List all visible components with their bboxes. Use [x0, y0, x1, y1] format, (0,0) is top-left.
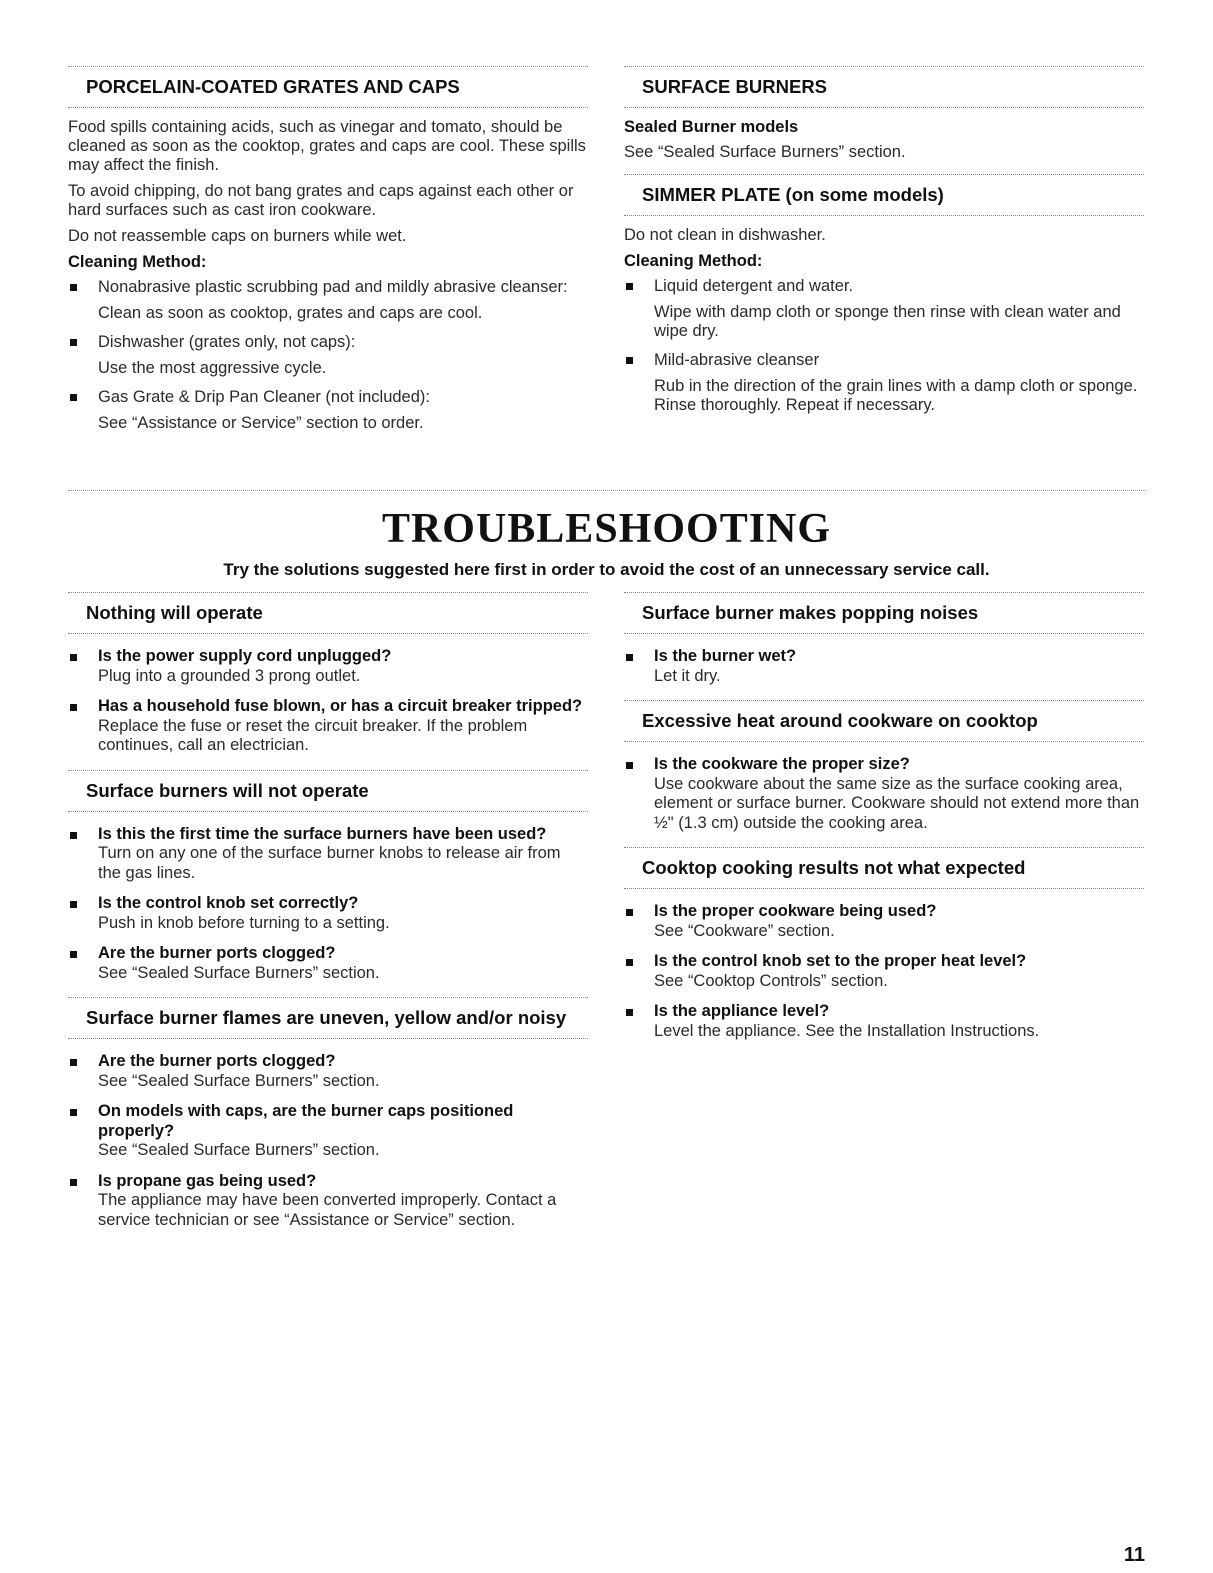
- list-item: [624, 952, 1144, 991]
- bullet-icon: [626, 959, 633, 966]
- list-item: [68, 1172, 588, 1231]
- item-label: Liquid detergent and water.: [654, 277, 854, 295]
- divider: [624, 888, 1144, 889]
- question: Is the cookware the proper size?: [654, 755, 910, 773]
- page-title: TROUBLESHOOTING: [381, 506, 832, 552]
- divider: [624, 700, 1144, 701]
- list-item: [624, 755, 1144, 833]
- list-item: [68, 1102, 588, 1161]
- answer: See “Cooktop Controls” section.: [654, 971, 888, 990]
- divider: [68, 633, 588, 634]
- answer: Plug into a grounded 3 prong outlet.: [98, 666, 361, 685]
- bullet-icon: [70, 951, 77, 958]
- bullet-icon: [70, 654, 77, 661]
- list-item: [68, 1052, 588, 1091]
- list-item: [68, 894, 588, 933]
- item-label: Dishwasher (grates only, not caps):: [98, 333, 356, 351]
- paragraph: To avoid chipping, do not bang grates and caps against each other or hard surfaces such as cast iron cookware.: [68, 182, 574, 219]
- bullet-icon: [70, 1059, 77, 1066]
- section-heading: Surface burners will not operate: [86, 779, 369, 801]
- divider: [624, 592, 1144, 593]
- divider: [68, 811, 588, 812]
- answer: See “Sealed Surface Burners” section.: [98, 1071, 380, 1090]
- question: Is propane gas being used?: [98, 1171, 317, 1190]
- divider: [624, 741, 1144, 742]
- divider: [68, 107, 588, 108]
- answer: Use cookware about the same size as the surface cooking area, element or surface burner. Cookware should not extend more than ½" (1.3 cm) outside the cooking area.: [654, 774, 1140, 832]
- list-item: [624, 1002, 1144, 1041]
- divider: [624, 215, 1144, 216]
- page-subtitle: Try the solutions suggested here first in order to avoid the cost of an unnecessary service call.: [223, 560, 990, 579]
- item-label: Nonabrasive plastic scrubbing pad and mildly abrasive cleanser:: [98, 278, 568, 296]
- section-heading: SIMMER PLATE (on some models): [642, 184, 944, 205]
- list-item: [68, 825, 588, 884]
- question: Are the burner ports clogged?: [98, 1052, 336, 1070]
- divider: [68, 592, 588, 593]
- paragraph: Do not reassemble caps on burners while wet.: [68, 227, 407, 245]
- divider: [624, 107, 1144, 108]
- divider: [624, 66, 1144, 67]
- list-item: [624, 647, 1144, 686]
- section-heading: PORCELAIN-COATED GRATES AND CAPS: [86, 76, 460, 97]
- question: Is the proper cookware being used?: [654, 902, 937, 920]
- page-number: 11: [1123, 1544, 1145, 1566]
- section-heading: SURFACE BURNERS: [642, 76, 828, 97]
- list-item: [624, 351, 1144, 370]
- answer: Level the appliance. See the Installation Instructions.: [654, 1021, 1040, 1040]
- bullet-icon: [70, 339, 77, 346]
- answer: Turn on any one of the surface burner knobs to release air from the gas lines.: [98, 844, 561, 882]
- answer: See “Sealed Surface Burners” section.: [98, 1141, 380, 1159]
- section-heading: Nothing will operate: [86, 602, 263, 623]
- section-heading: Cooktop cooking results not what expected: [642, 857, 1026, 878]
- answer: The appliance may have been converted improperly. Contact a service technician or see “Assistance or Service” section.: [98, 1191, 557, 1229]
- cleaning-method-label: Cleaning Method:: [624, 252, 763, 270]
- list-item: [68, 388, 588, 407]
- bullet-icon: [70, 832, 77, 839]
- divider: [68, 997, 588, 998]
- porcelain-section: [68, 66, 588, 443]
- list-item: [68, 697, 588, 756]
- question: Is the power supply cord unplugged?: [98, 647, 392, 665]
- bullet-icon: [626, 283, 633, 290]
- divider: [68, 490, 1146, 491]
- list-item: [68, 278, 588, 297]
- question: Is the appliance level?: [654, 1002, 830, 1020]
- question: Is the burner wet?: [654, 647, 797, 665]
- bullet-icon: [70, 394, 77, 401]
- bullet-icon: [626, 909, 633, 916]
- item-detail: Use the most aggressive cycle.: [98, 359, 327, 377]
- cleaning-method-label: Cleaning Method:: [68, 253, 207, 271]
- item-detail: Clean as soon as cooktop, grates and caps are cool.: [98, 304, 483, 322]
- divider: [624, 633, 1144, 634]
- surface-burners-section: [624, 66, 1144, 425]
- answer: Push in knob before turning to a setting.: [98, 913, 390, 932]
- question: Is the control knob set correctly?: [98, 894, 359, 912]
- divider: [624, 174, 1144, 175]
- question: Is this the first time the surface burners have been used?: [98, 824, 547, 843]
- sealed-burner-label: Sealed Burner models: [624, 118, 799, 136]
- question: Has a household fuse blown, or has a circuit breaker tripped?: [98, 697, 583, 715]
- divider: [68, 1038, 588, 1039]
- bullet-icon: [70, 901, 77, 908]
- bullet-icon: [626, 1009, 633, 1016]
- item-detail: See “Assistance or Service” section to order.: [98, 414, 424, 432]
- bullet-icon: [70, 1109, 77, 1116]
- list-item: [68, 333, 588, 352]
- bullet-icon: [70, 704, 77, 711]
- section-heading: Surface burner flames are uneven, yellow and/or noisy: [86, 1007, 567, 1028]
- divider: [68, 66, 588, 67]
- paragraph: See “Sealed Surface Burners” section.: [624, 143, 906, 161]
- bullet-icon: [70, 284, 77, 291]
- item-detail: Wipe with damp cloth or sponge then rinse with clean water and wipe dry.: [654, 303, 1121, 340]
- list-item: [68, 944, 588, 983]
- paragraph: Food spills containing acids, such as vinegar and tomato, should be cleaned as soon as the cooktop, grates and caps are cool. These spills may affect the finish.: [68, 118, 586, 174]
- question: On models with caps, are the burner caps positioned properly?: [98, 1102, 514, 1140]
- question: Are the burner ports clogged?: [98, 944, 336, 962]
- item-label: Mild-abrasive cleanser: [654, 351, 820, 369]
- bullet-icon: [626, 357, 633, 364]
- item-detail: Rub in the direction of the grain lines with a damp cloth or sponge. Rinse thoroughly. Repeat if necessary.: [654, 377, 1138, 414]
- divider: [624, 847, 1144, 848]
- divider: [68, 770, 588, 771]
- troubleshooting-left-column: [68, 592, 588, 1241]
- answer: Replace the fuse or reset the circuit breaker. If the problem continues, call an electrician.: [98, 716, 528, 754]
- section-heading: Surface burner makes popping noises: [642, 602, 979, 623]
- list-item: [624, 902, 1144, 941]
- answer: Let it dry.: [654, 666, 721, 685]
- list-item: [68, 647, 588, 686]
- paragraph: Do not clean in dishwasher.: [624, 226, 826, 244]
- answer: See “Sealed Surface Burners” section.: [98, 963, 380, 982]
- bullet-icon: [626, 762, 633, 769]
- question: Is the control knob set to the proper heat level?: [654, 952, 1027, 970]
- answer: See “Cookware” section.: [654, 921, 835, 940]
- section-heading: Excessive heat around cookware on cooktop: [642, 710, 1038, 731]
- bullet-icon: [626, 654, 633, 661]
- bullet-icon: [70, 1179, 77, 1186]
- item-label: Gas Grate & Drip Pan Cleaner (not included):: [98, 388, 430, 406]
- list-item: [624, 277, 1144, 296]
- troubleshooting-right-column: [624, 592, 1144, 1052]
